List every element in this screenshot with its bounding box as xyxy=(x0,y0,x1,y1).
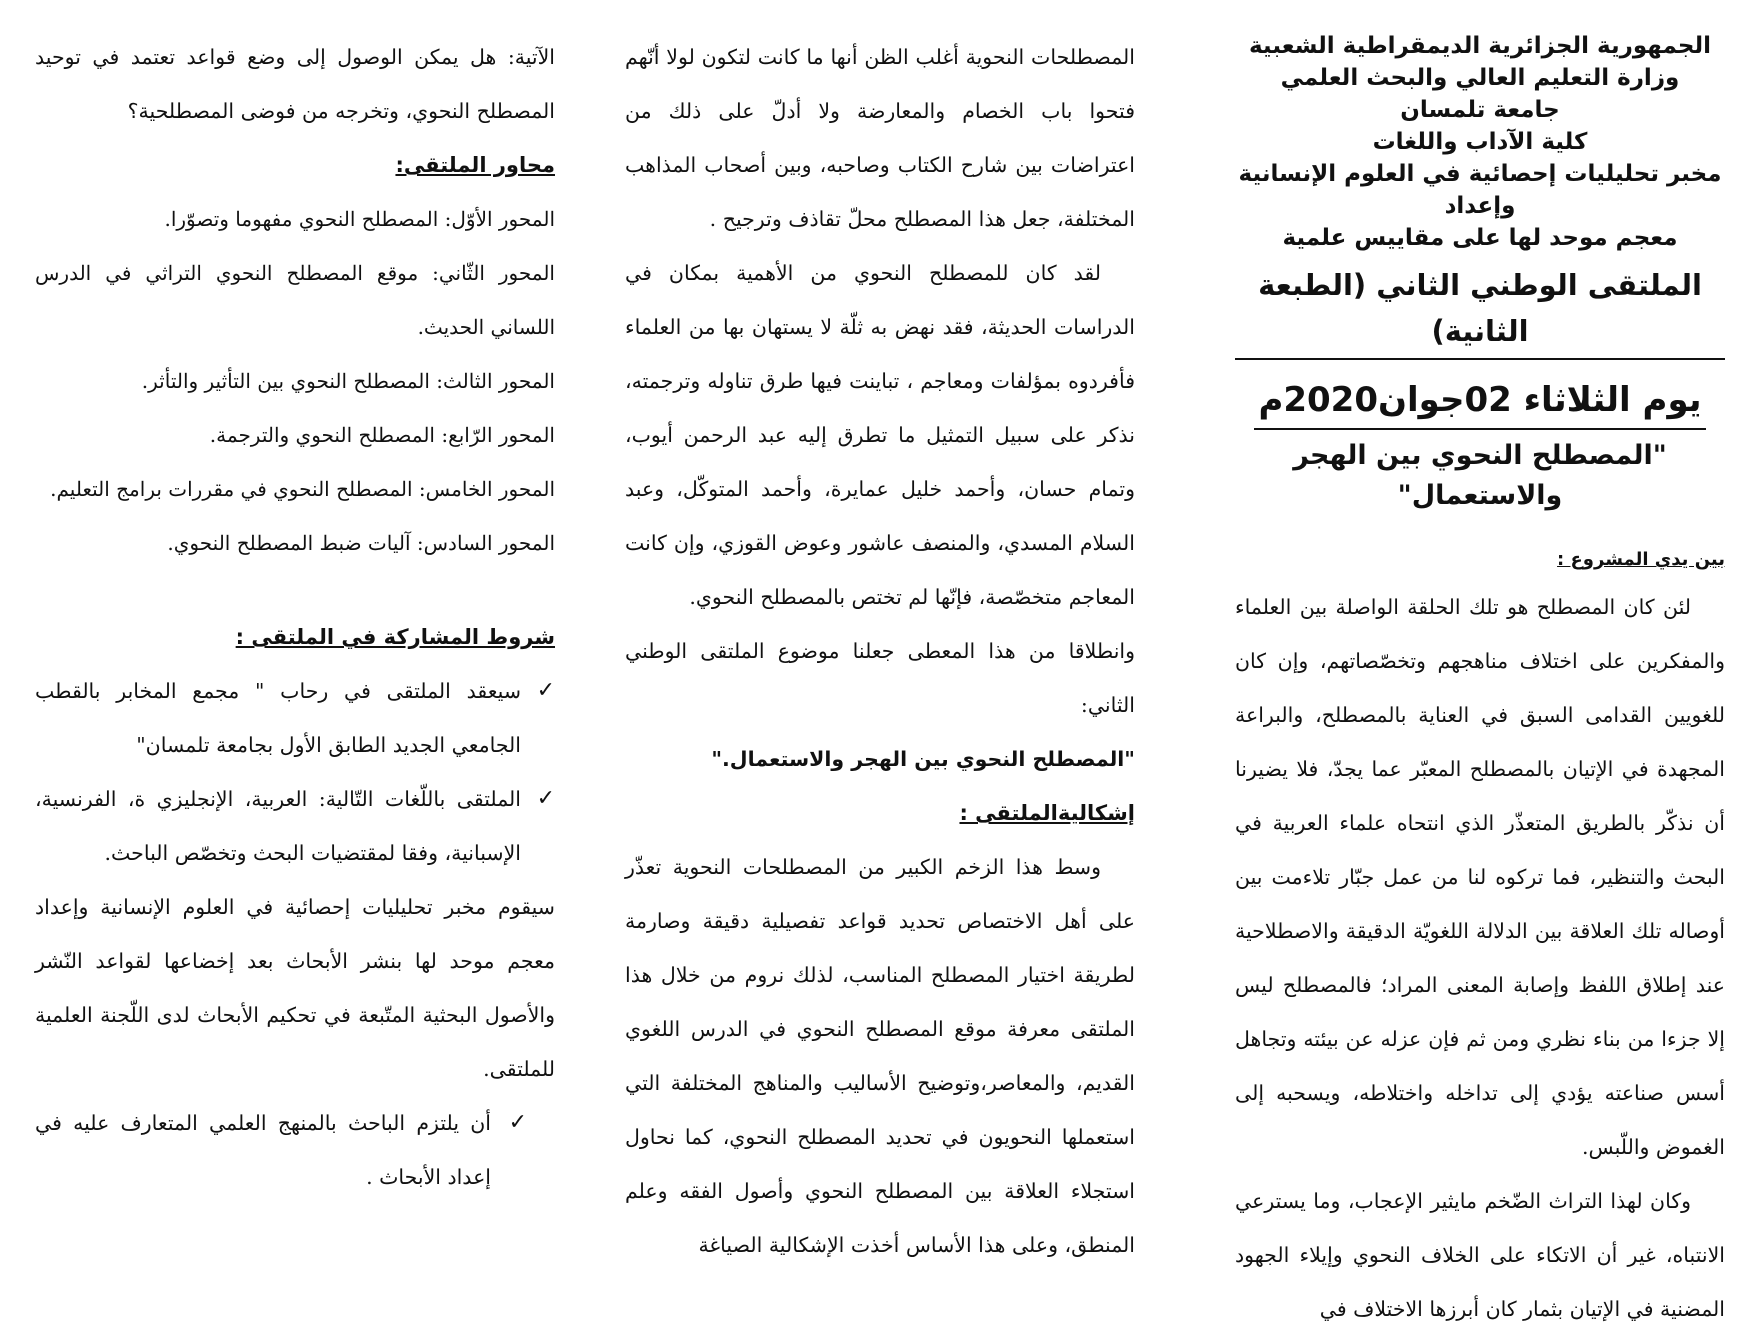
check-icon: ✓ xyxy=(536,678,555,703)
conference-name: الملتقى الوطني الثاني (الطبعة الثانية) xyxy=(1235,262,1725,360)
conditions-heading: شروط المشاركة في الملتقى : xyxy=(235,625,555,649)
axis-item: المحور الثّاني: موقع المصطلح النحوي التراثي في الدرس اللساني الحديث. xyxy=(35,261,555,339)
axis-item: المحور الأوّل: المصطلح النحوي مفهوما وتصوّرا. xyxy=(164,207,555,231)
project-continuation: لقد كان للمصطلح النحوي من الأهمية بمكان في الدراسات الحديثة، فقد نهض به ثلّة لا يستهان بها من العلماء فأفردوه بمؤلفات ومعاجم ، تباينت فيها طرق تناوله وترجمته، نذكر على سبيل التمثيل ما تطرق إليه عبد الرحمن أيوب، وتمام حسان، وأحمد خليل عمايرة، وأحمد المتوكّل، وعبد السلام المسدي، والمنصف عاشور وعوض القوزي، وإن كانت المعاجم متخصّصة، فإنّها لم تختص بالمصطلح النحوي. xyxy=(625,261,1135,609)
condition-text: أن يلتزم الباحث بالمنهج العلمي المتعارف عليه في إعداد الأبحاث . xyxy=(35,1111,491,1189)
condition-item xyxy=(35,1096,555,1204)
axis-item: المحور الثالث: المصطلح النحوي بين التأثير والتأثر. xyxy=(141,369,555,393)
problem-paragraph: وسط هذا الزخم الكبير من المصطلحات النحوية تعذّر على أهل الاختصاص تحديد قواعد تفصيلية دقيقة وصارمة لطريقة اختيار المصطلح المناسب، لذلك نروم من خلال هذا الملتقى معرفة موقع المصطلح النحوي في الدرس اللغوي القديم، والمعاصر،وتوضيح الأساليب والمناهج المختلفة التي استعملها النحويون في تحديد المصطلح النحوي، كما نحاول استجلاء العلاقة بين المصطلح النحوي وأصول الفقه وعلم المنطق، وعلى هذا الأساس أخذت الإشكالية الصياغة xyxy=(625,855,1135,1257)
header-line: معجم موحد لها على مقاييس علمية xyxy=(1282,225,1678,251)
axis-item: المحور الخامس: المصطلح النحوي في مقررات برامج التعليم. xyxy=(50,477,555,501)
condition-item xyxy=(35,664,555,772)
axis-item: المحور السادس: آليات ضبط المصطلح النحوي. xyxy=(167,531,555,555)
condition-item xyxy=(35,772,555,880)
check-icon: ✓ xyxy=(536,786,555,811)
condition-text: الملتقى باللّغات التّالية: العربية، الإنجليزي ة، الفرنسية، الإسبانية، وفقا لمقتضيات البحث وتخصّص الباحث. xyxy=(35,787,521,865)
theme-quote: "المصطلح النحوي بين الهجر والاستعمال." xyxy=(711,747,1135,771)
conference-date: يوم الثلاثاء 02جوان2020م xyxy=(1254,374,1705,430)
axes-list xyxy=(35,192,555,570)
left-column xyxy=(35,30,555,1204)
header-line: جامعة تلمسان xyxy=(1400,97,1560,123)
conference-theme: "المصطلح النحوي بين الهجر والاستعمال" xyxy=(1293,440,1667,511)
axes-heading: محاور الملتقى: xyxy=(395,153,555,177)
problem-continuation: الآتية: هل يمكن الوصول إلى وضع قواعد تعتمد في توحيد المصطلح النحوي، وتخرجه من فوضى المصطلحية؟ xyxy=(35,45,555,123)
project-paragraph: وكان لهذا التراث الضّخم مايثير الإعجاب، وما يسترعي الانتباه، غير أن الاتكاء على الخلاف النحوي وإيلاء الجهود المضنية في الإتيان بثمار كان أبرزها الاختلاف في xyxy=(1235,1189,1725,1321)
project-continuation: المصطلحات النحوية أغلب الظن أنها ما كانت لتكون لولا أنّهم فتحوا باب الخصام والمعارضة ولا أدلّ على ذلك من اعتراضات بين شارح الكتاب وصاحبه، وبين أصحاب المذاهب المختلفة، جعل هذا المصطلح محلّ تقاذف وترجيح . xyxy=(625,45,1135,231)
condition-text: سيعقد الملتقى في رحاب " مجمع المخابر بالقطب الجامعي الجديد الطابق الأول بجامعة تلمسان" xyxy=(35,679,521,757)
middle-column xyxy=(625,30,1135,1272)
header-line: الجمهورية الجزائرية الديمقراطية الشعبية xyxy=(1248,33,1712,59)
institution-header xyxy=(1235,30,1725,516)
problem-heading: إشكاليةالملتقى : xyxy=(959,801,1135,825)
project-continuation: وانطلاقا من هذا المعطى جعلنا موضوع الملتقى الوطني الثاني: xyxy=(625,639,1135,717)
project-heading: بين يدي المشروع : xyxy=(1557,549,1725,570)
right-column xyxy=(1235,30,1725,1336)
check-icon: ✓ xyxy=(508,1110,527,1135)
project-paragraph: لئن كان المصطلح هو تلك الحلقة الواصلة بين العلماء والمفكرين على اختلاف مناهجهم وتخصّصاتهم، وإن كان للغويين القدامى السبق في العناية بالمصطلح، والبراعة المجهدة في الإتيان بالمصطلح المعبّر عما يجدّ، فلا يضيرنا أن نذكّر بالطريق المتعذّر الذي انتحاه علماء العربية في البحث والتنظير، فما تركوه لنا من عمل جبّار تلاءمت بين أوصاله تلك العلاقة بين الدلالة اللغويّة الدقيقة والاصطلاحية عند إطلاق اللفظ وإصابة المعنى المراد؛ فالمصطلح ليس إلا جزءا من بناء نظري ومن ثم فإن عزله عن بيئته وتجاهل أسس صناعته يؤدي إلى تداخله واختلاطه، ويسحبه إلى الغموض واللّبس. xyxy=(1235,595,1725,1159)
header-line: كلية الآداب واللغات xyxy=(1372,129,1588,155)
axis-item: المحور الرّابع: المصطلح النحوي والترجمة. xyxy=(209,423,555,447)
header-line: مخبر تحليليات إحصائية في العلوم الإنسانية وإعداد xyxy=(1238,161,1722,219)
header-line: وزارة التعليم العالي والبحث العلمي xyxy=(1280,65,1680,91)
publication-note: سيقوم مخبر تحليليات إحصائية في العلوم الإنسانية وإعداد معجم موحد لها بنشر الأبحاث بعد إخضاعها لقواعد النّشر والأصول البحثية المتّبعة في تحكيم الأبحاث لدى اللّجنة العلمية للملتقى. xyxy=(35,895,555,1081)
